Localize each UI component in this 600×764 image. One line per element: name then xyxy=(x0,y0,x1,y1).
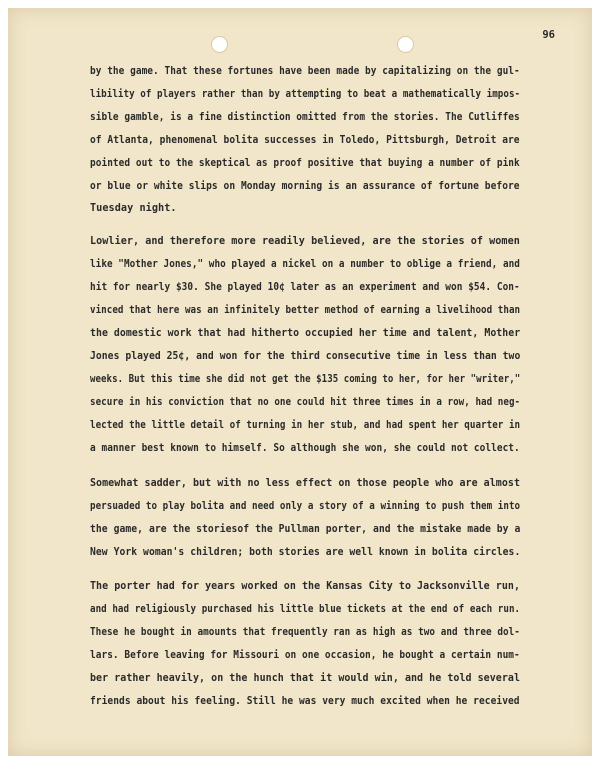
punch-hole-left xyxy=(211,36,228,53)
text-line: weeks. But this time she did not get the $135 coming to her, for her "writer," xyxy=(90,374,521,385)
text-line: lected the little detail of turning in her stub, and had spent her quarter in xyxy=(90,420,521,431)
text-line: by the game. That these fortunes have been made by capitalizing on the gul- xyxy=(90,66,520,77)
text-line: hit for nearly $30. She played 10¢ later as an experiment and won $54. Con- xyxy=(90,282,520,293)
text-line: the game, are the storiesof the Pullman porter, and the mistake made by a xyxy=(90,524,521,535)
text-line: a manner best known to himself. So although she won, she could not collect. xyxy=(90,443,520,454)
text-line: friends about his feeling. Still he was very much excited when he received xyxy=(90,696,520,707)
text-line: pointed out to the skeptical as proof positive that buying a number of pink xyxy=(90,158,520,169)
text-line: like "Mother Jones," who played a nickel on a number to oblige a friend, and xyxy=(90,259,520,270)
text-line: secure in his conviction that no one could hit three times in a row, had neg- xyxy=(90,397,521,408)
text-line: Somewhat sadder, but with no less effect on those people who are almost xyxy=(90,478,521,489)
text-line: Jones played 25¢, and won for the third consecutive time in less than two xyxy=(90,351,521,362)
text-line: sible gamble, is a fine distinction omitted from the stories. The Cutliffes xyxy=(90,112,520,123)
text-line: and had religiously purchased his little blue tickets at the end of each run. xyxy=(90,604,521,615)
text-line: of Atlanta, phenomenal bolita successes in Toledo, Pittsburgh, Detroit are xyxy=(90,135,520,146)
text-line: the domestic work that had hitherto occupied her time and talent, Mother xyxy=(90,328,521,339)
text-line: New York woman's children; both stories are well known in bolita circles. xyxy=(90,547,521,558)
text-line: These he bought in amounts that frequently ran as high as two and three dol- xyxy=(90,627,520,638)
text-line: vinced that here was an infinitely better method of earning a livelihood than xyxy=(90,305,521,316)
punch-hole-right xyxy=(397,36,414,53)
text-line: or blue or white slips on Monday morning is an assurance of fortune before xyxy=(90,181,520,192)
text-line: persuaded to play bolita and need only a story of a winning to push them into xyxy=(90,501,521,512)
text-line: Tuesday night. xyxy=(90,203,177,214)
text-line: libility of players rather than by attempting to beat a mathematically impos- xyxy=(90,89,521,100)
page-number: 96 xyxy=(542,29,555,41)
text-line: ber rather heavily, on the hunch that it would win, and he told several xyxy=(90,673,521,684)
text-line: lars. Before leaving for Missouri on one occasion, he bought a certain num- xyxy=(90,650,520,661)
text-line: Lowlier, and therefore more readily believed, are the stories of women xyxy=(90,236,520,247)
text-line: The porter had for years worked on the Kansas City to Jacksonville run, xyxy=(90,581,521,592)
